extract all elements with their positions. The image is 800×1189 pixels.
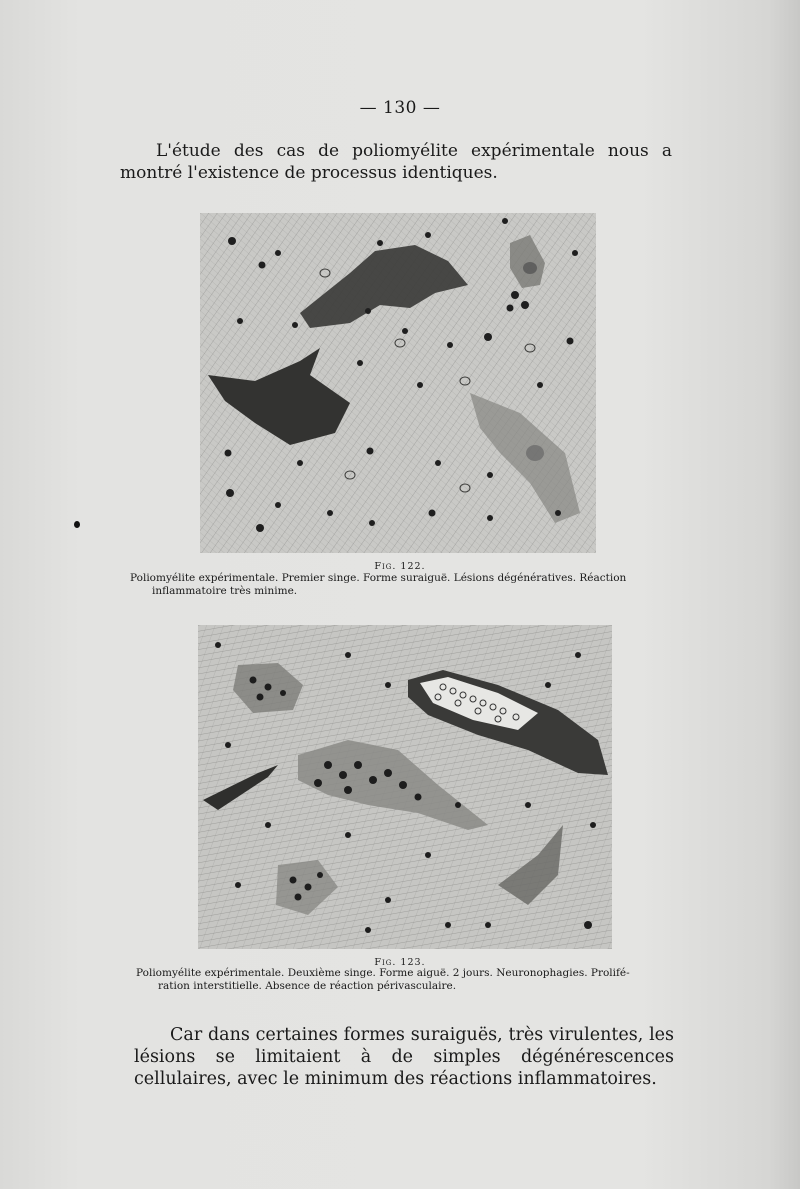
figure-123-caption <box>136 967 692 993</box>
paragraph-top: L'étude des cas de poliomyélite expérimentale nous a montré l'existence de processus identiques. <box>120 141 672 183</box>
figure-122-caption <box>130 572 662 598</box>
ink-speck <box>74 521 80 528</box>
figure-122-illustration <box>200 213 596 553</box>
figure-122-label: Fig. 122. <box>374 561 426 572</box>
figure-123-label: Fig. 123. <box>374 957 426 968</box>
figure-123-caption-line1: Poliomyélite expérimentale. Deuxième singe. Forme aiguë. 2 jours. Neuronophagies. Prolifé- <box>136 967 630 979</box>
figure-122-caption-line1: Poliomyélite expérimentale. Premier singe. Forme suraiguë. Lésions dégénératives. Réaction <box>130 572 627 584</box>
figure-123-caption-line2: ration interstitielle. Absence de réaction périvasculaire. <box>158 980 457 992</box>
paragraph-bottom: Car dans certaines formes suraiguës, très virulentes, les lésions se limitaient à de simples dégénérescences cellulaires, avec le minimum des réactions inflammatoires. <box>134 1025 674 1089</box>
figure-123-illustration <box>198 625 612 949</box>
figure-122-caption-line2: inflammatoire très minime. <box>152 585 298 597</box>
page-number: — 130 — <box>359 98 441 118</box>
